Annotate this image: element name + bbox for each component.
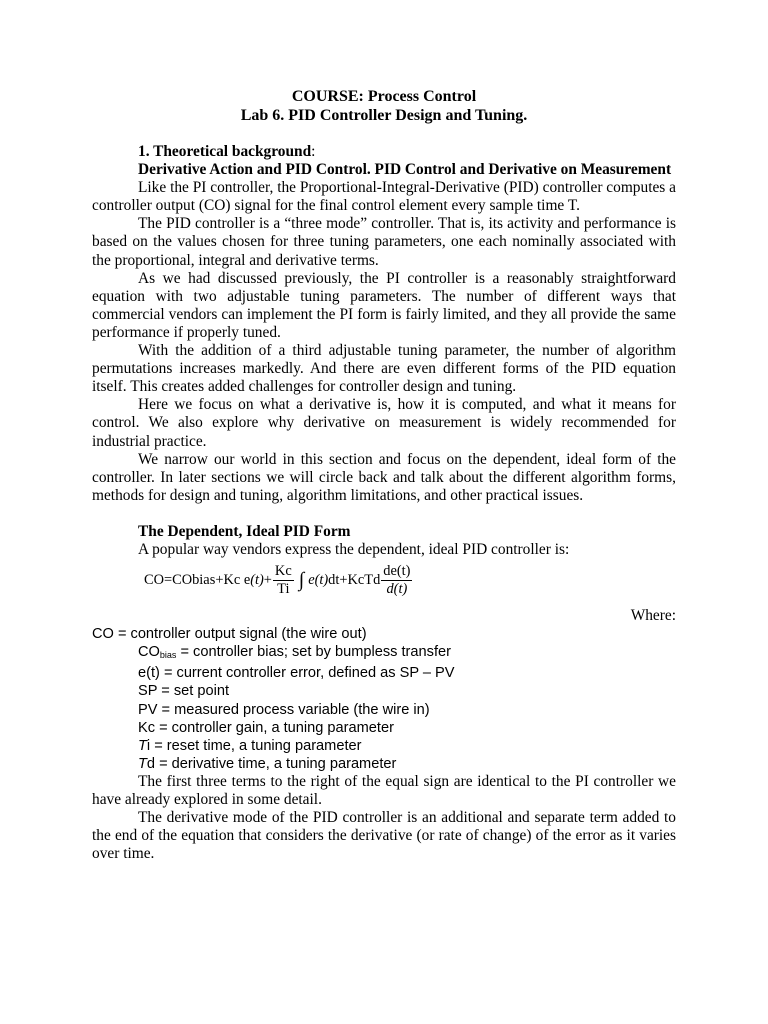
cobias-description: = controller bias; set by bumpless transfer (176, 644, 451, 661)
form-heading: The Dependent, Ideal PID Form (138, 522, 351, 540)
pid-equation (144, 559, 676, 601)
eq-plus: + (215, 572, 224, 589)
document-content (92, 87, 676, 863)
cobias-subscript: bias (159, 650, 177, 661)
eq-plus: + (339, 572, 348, 589)
definition-derivative-time (92, 755, 676, 773)
paragraph: Like the PI controller, the Proportional-Integral-Derivative (PID) controller computes a controller output (CO) signal for the final control element every sample time T. (92, 179, 676, 215)
ti-symbol: T (138, 737, 147, 754)
eq-dt: dt (328, 572, 340, 589)
definition-process-variable: PV = measured process variable (the wire in) (138, 701, 430, 718)
definition-setpoint: SP = set point (138, 683, 230, 700)
eq-bias: CObias (172, 572, 216, 589)
eq-kc-e: Kc e (223, 572, 251, 589)
spacer (92, 505, 676, 523)
eq-fraction-denominator: Ti (277, 580, 290, 597)
lab-title: Lab 6. PID Controller Design and Tuning. (240, 107, 528, 124)
course-title: COURSE: Process Control (291, 88, 477, 105)
definition-cobias (92, 643, 676, 664)
definition-co: CO = controller output signal (the wire out) (92, 626, 367, 643)
definition-gain: Kc = controller gain, a tuning parameter (138, 719, 394, 736)
paragraph: The derivative mode of the PID controller is an additional and separate term added to the end of the equation that considers the derivative (or rate of change) of the error as it varies over time. (92, 809, 676, 863)
eq-plus: + (263, 572, 272, 589)
paragraph: With the addition of a third adjustable tuning parameter, the number of algorithm permutations increases markedly. And there are even different forms of the PID equation itself. This creates added challenges for controller design and tuning. (92, 342, 676, 396)
paragraph: The PID controller is a “three mode” controller. That is, its activity and performance is based on the values chosen for three tuning parameters, one each nominally associated with the proportional, integral and derivative terms. (92, 215, 676, 269)
eq-derivative-denominator: d(t) (386, 580, 408, 597)
eq-gain-fraction (273, 563, 294, 598)
paragraph: A popular way vendors express the dependent, ideal PID controller is: (138, 540, 570, 558)
eq-lhs: CO (144, 572, 164, 589)
eq-kctd: KcTd (347, 572, 381, 589)
section-heading-colon: : (311, 143, 316, 160)
section-heading (92, 143, 676, 161)
integral-symbol: ∫ (298, 569, 305, 592)
eq-equals: = (164, 572, 173, 589)
paragraph: We narrow our world in this section and focus on the dependent, ideal form of the controller. In later sections we will circle back and talk about the different algorithm forms, methods for design and tuning, algorithm limitations, and other practical issues. (92, 450, 676, 504)
definition-error: e(t) = current controller error, defined as SP – PV (138, 665, 455, 682)
where-label: Where: (630, 607, 676, 625)
td-description: d = derivative time, a tuning parameter (146, 755, 397, 772)
definition-reset-time (92, 737, 676, 755)
eq-paren-t: (t) (250, 572, 264, 589)
subsection-heading: Derivative Action and PID Control. PID Control and Derivative on Measurement (138, 161, 672, 179)
eq-derivative-fraction (381, 563, 412, 598)
eq-fraction-numerator: Kc (274, 562, 292, 579)
paragraph: The first three terms to the right of the equal sign are identical to the PI controller we have already explored in some detail. (92, 772, 676, 808)
eq-error-term: e(t) (308, 572, 329, 589)
paragraph: As we had discussed previously, the PI controller is a reasonably straightforward equation with two adjustable tuning parameters. The number of different ways that commercial vendors can implement the PI form is fairly limited, and they all provide the same performance if properly tuned. (92, 269, 676, 341)
ti-description: i = reset time, a tuning parameter (146, 737, 362, 754)
td-symbol: T (138, 755, 147, 772)
eq-derivative-numerator: de(t) (383, 562, 411, 579)
cobias-symbol: CO (138, 644, 160, 661)
section-heading-text: 1. Theoretical background (138, 143, 312, 160)
paragraph: Here we focus on what a derivative is, how it is computed, and what it means for control. We also explore why derivative on measurement is widely recommended for industrial practice. (92, 396, 676, 450)
